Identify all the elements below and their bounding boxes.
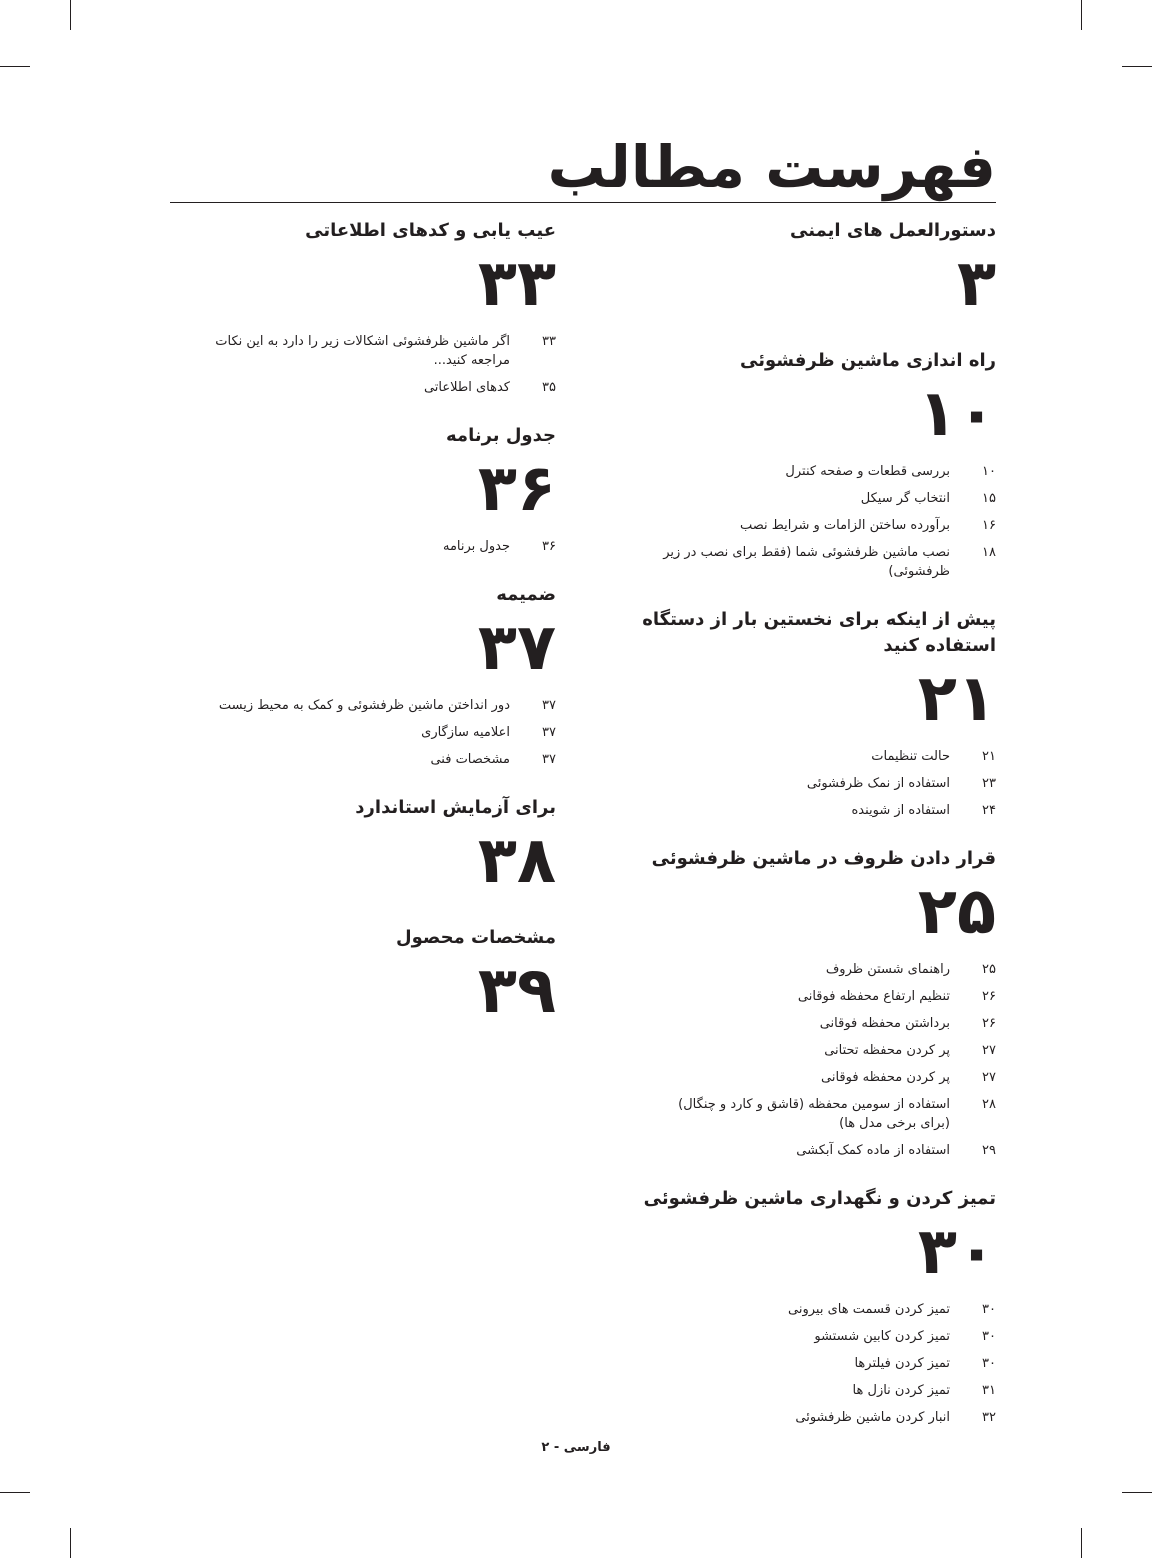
crop-mark: [0, 1492, 30, 1493]
crop-mark: [70, 0, 71, 30]
toc-entry[interactable]: [606, 462, 996, 481]
entry-page-number: ۳۷: [542, 698, 556, 713]
crop-mark: [1081, 0, 1082, 30]
entry-page-number: ۲۹: [982, 1143, 996, 1158]
entry-page-number: ۳۶: [542, 539, 556, 554]
toc-entry[interactable]: [606, 516, 996, 535]
toc-section: [606, 607, 996, 820]
toc-entry[interactable]: [606, 1300, 996, 1319]
toc-entry[interactable]: [606, 1095, 996, 1133]
entry-page-number: ۲۵: [982, 962, 996, 977]
toc-entry[interactable]: [606, 960, 996, 979]
toc-entry[interactable]: [606, 1354, 996, 1373]
section-title: دستورالعمل های ایمنی: [790, 220, 996, 241]
toc-entry[interactable]: [166, 378, 556, 397]
section-title: تمیز کردن و نگهداری ماشین ظرفشوئی: [643, 1188, 996, 1209]
entry-page-number: ۲۷: [982, 1043, 996, 1058]
entry-page-number: ۲۱: [982, 749, 996, 764]
toc-section: [166, 218, 556, 397]
section-page-number: ۳۶: [477, 452, 556, 526]
entry-label: استفاده از سومین محفظه (قاشق و کارد و چنگال) (برای برخی مدل ها): [678, 1097, 950, 1131]
entry-page-number: ۳۷: [542, 725, 556, 740]
entry-list: [606, 462, 996, 581]
toc-entry[interactable]: [166, 537, 556, 556]
section-page-number: ۳۳: [477, 247, 556, 321]
section-page-number: ۳۹: [477, 954, 556, 1028]
entry-page-number: ۳۷: [542, 752, 556, 767]
section-title: راه اندازی ماشین ظرفشوئی: [740, 350, 996, 371]
page-footer: فارسی - ۲: [541, 1440, 611, 1455]
entry-label: استفاده از شوینده: [851, 803, 950, 818]
entry-label: برداشتن محفظه فوقانی: [819, 1016, 950, 1031]
entry-page-number: ۳۲: [982, 1410, 996, 1425]
entry-label: پر کردن محفظه تحتانی: [824, 1043, 950, 1058]
entry-label: استفاده از ماده کمک آبکشی: [796, 1143, 950, 1158]
entry-label: اعلامیه سازگاری: [421, 725, 510, 740]
entry-list: [166, 537, 556, 556]
entry-page-number: ۳۵: [542, 380, 556, 395]
crop-mark: [1122, 1492, 1152, 1493]
crop-mark: [1122, 66, 1152, 67]
entry-label: جدول برنامه: [442, 539, 510, 554]
toc-section: [166, 423, 556, 556]
entry-label: تمیز کردن نازل ها: [852, 1383, 950, 1398]
entry-list: [166, 696, 556, 769]
crop-mark: [70, 1528, 71, 1558]
toc-column-right: [606, 212, 996, 1453]
entry-page-number: ۳۳: [542, 334, 556, 349]
entry-page-number: ۳۰: [982, 1329, 996, 1344]
entry-label: تمیز کردن فیلترها: [854, 1356, 950, 1371]
entry-label: اگر ماشین ظرفشوئی اشکالات زیر را دارد به این نکات مراجعه کنید...: [215, 334, 510, 368]
section-page-number: ۳۷: [477, 611, 556, 685]
section-page-number: ۳۸: [477, 824, 556, 898]
section-page-number: ۳۰: [917, 1215, 996, 1289]
toc-entry[interactable]: [606, 747, 996, 766]
entry-page-number: ۲۶: [982, 989, 996, 1004]
entry-label: تنظیم ارتفاع محفظه فوقانی: [797, 989, 950, 1004]
entry-label: استفاده از نمک ظرفشوئی: [806, 776, 950, 791]
entry-list: [606, 747, 996, 820]
section-title: ضمیمه: [496, 584, 556, 605]
entry-page-number: ۱۰: [982, 464, 996, 479]
entry-page-number: ۳۱: [982, 1383, 996, 1398]
toc-section: [606, 1186, 996, 1427]
section-title: برای آزمایش استاندارد: [355, 797, 556, 818]
toc-entry[interactable]: [606, 1381, 996, 1400]
toc-entry[interactable]: [606, 774, 996, 793]
section-page-number: ۲۱: [917, 662, 996, 736]
section-page-number: ۳: [956, 247, 996, 321]
toc-section: [606, 846, 996, 1160]
entry-list: [606, 1300, 996, 1427]
entry-list: [606, 960, 996, 1160]
entry-label: مشخصات فنی: [430, 752, 510, 767]
toc-entry[interactable]: [606, 1014, 996, 1033]
toc-section: [606, 348, 996, 581]
toc-entry[interactable]: [166, 696, 556, 715]
crop-mark: [0, 66, 30, 67]
entry-page-number: ۲۳: [982, 776, 996, 791]
toc-entry[interactable]: [606, 543, 996, 581]
section-title: مشخصات محصول: [395, 927, 556, 948]
entry-label: دور انداختن ماشین ظرفشوئی و کمک به محیط زیست: [218, 698, 510, 713]
section-title: عیب یابی و کدهای اطلاعاتی: [305, 220, 556, 241]
entry-label: تمیز کردن قسمت های بیرونی: [788, 1302, 950, 1317]
toc-entry[interactable]: [606, 1041, 996, 1060]
entry-page-number: ۱۵: [982, 491, 996, 506]
toc-section: [606, 218, 996, 322]
toc-entry[interactable]: [166, 723, 556, 742]
entry-page-number: ۲۴: [982, 803, 996, 818]
entry-label: کدهای اطلاعاتی: [423, 380, 510, 395]
crop-mark: [1081, 1528, 1082, 1558]
section-title: جدول برنامه: [446, 425, 556, 446]
entry-page-number: ۳۰: [982, 1302, 996, 1317]
entry-label: تمیز کردن کابین شستشو: [814, 1329, 950, 1344]
toc-entry[interactable]: [166, 332, 556, 370]
toc-section: [166, 582, 556, 769]
entry-label: انتخاب گر سیکل: [860, 491, 950, 506]
entry-label: بررسی قطعات و صفحه کنترل: [785, 464, 950, 479]
entry-label: برآورده ساختن الزامات و شرایط نصب: [739, 518, 950, 533]
toc-entry[interactable]: [166, 750, 556, 769]
section-title: قرار دادن ظروف در ماشین ظرفشوئی: [651, 848, 996, 869]
toc-entry[interactable]: [606, 1327, 996, 1346]
entry-label: پر کردن محفظه فوقانی: [820, 1070, 950, 1085]
toc-entry[interactable]: [606, 489, 996, 508]
toc-entry[interactable]: [606, 801, 996, 820]
title-divider: [170, 202, 996, 203]
toc-section: [166, 925, 556, 1029]
toc-entry[interactable]: [606, 987, 996, 1006]
page-title: فهرست مطالب: [547, 133, 996, 201]
entry-page-number: ۲۷: [982, 1070, 996, 1085]
entry-page-number: ۳۰: [982, 1356, 996, 1371]
toc-column-left: [166, 212, 556, 1055]
entry-label: حالت تنظیمات: [871, 749, 950, 764]
entry-label: انبار کردن ماشین ظرفشوئی: [795, 1410, 950, 1425]
entry-label: نصب ماشین ظرفشوئی شما (فقط برای نصب در زیر ظرفشوئی): [663, 545, 950, 579]
entry-page-number: ۲۶: [982, 1016, 996, 1031]
section-title: پیش از اینکه برای نخستین بار از دستگاه استفاده کنید: [642, 609, 996, 656]
section-page-number: ۲۵: [917, 875, 996, 949]
toc-section: [166, 795, 556, 899]
toc-entry[interactable]: [606, 1141, 996, 1160]
entry-list: [166, 332, 556, 397]
entry-page-number: ۱۸: [982, 545, 996, 560]
section-page-number: ۱۰: [917, 377, 996, 451]
entry-label: راهنمای شستن ظروف: [825, 962, 950, 977]
toc-entry[interactable]: [606, 1408, 996, 1427]
entry-page-number: ۱۶: [982, 518, 996, 533]
toc-entry[interactable]: [606, 1068, 996, 1087]
entry-page-number: ۲۸: [982, 1097, 996, 1112]
